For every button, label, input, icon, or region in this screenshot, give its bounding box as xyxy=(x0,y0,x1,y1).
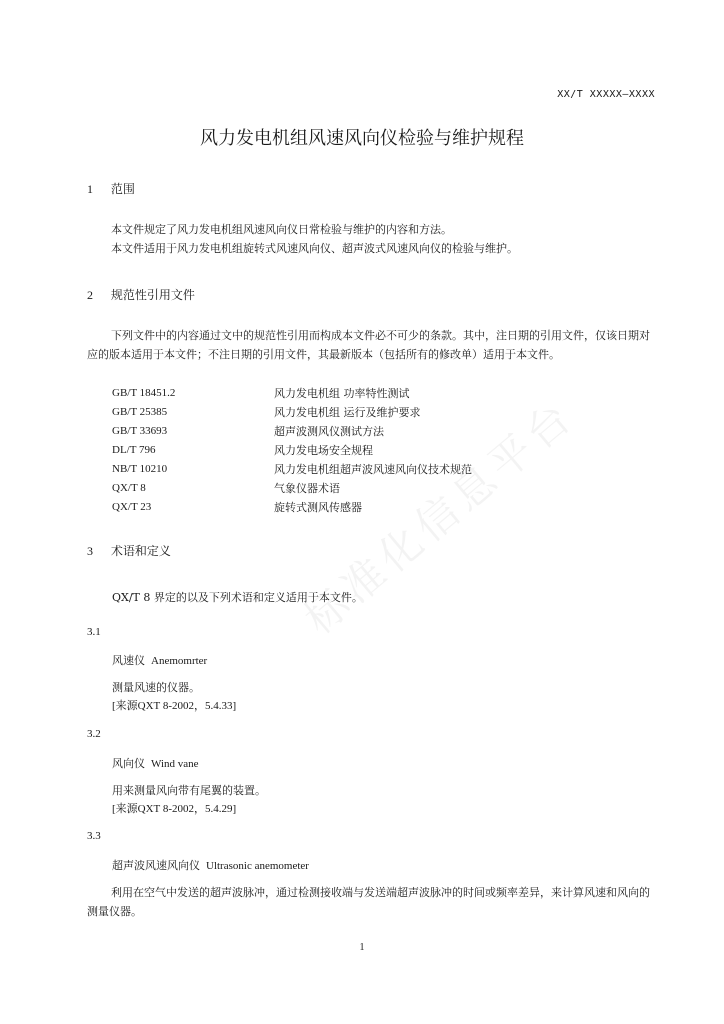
reference-code: GB/T 25385 xyxy=(112,406,168,418)
section-number: 1 xyxy=(87,182,93,196)
term-definition: 利用在空气中发送的超声波脉冲，通过检测接收端与发送端超声波脉冲的时间或频率差异，来计算风速和风向的测量仪器。 xyxy=(87,886,650,918)
reference-title: 超声波测风仪测试方法 xyxy=(274,425,384,438)
reference-title: 风力发电机组 功率特性测试 xyxy=(274,387,410,400)
term-zh: 超声波风速风向仪 xyxy=(112,859,200,872)
reference-item xyxy=(112,479,472,498)
section-title: 规范性引用文件 xyxy=(110,288,195,302)
reference-title: 风力发电机组超声波风速风向仪技术规范 xyxy=(274,463,472,476)
term-en: Wind vane xyxy=(151,758,199,770)
document-number: XX/T XXXXX—XXXX xyxy=(557,89,655,100)
reference-code: QX/T 8 xyxy=(112,482,146,494)
section-title: 范围 xyxy=(110,182,135,196)
reference-code: GB/T 33693 xyxy=(112,425,168,437)
reference-code: DL/T 796 xyxy=(112,444,156,456)
reference-title: 气象仪器术语 xyxy=(274,482,340,495)
term-entry xyxy=(112,652,207,668)
document-title: 风力发电机组风速风向仪检验与维护规程 xyxy=(200,128,524,149)
term-source: [来源QXT 8-2002，5.4.29] xyxy=(112,803,237,815)
clause-number: 3.2 xyxy=(87,728,101,740)
reference-item xyxy=(112,422,472,441)
reference-code: QX/T 23 xyxy=(112,501,152,513)
reference-code: NB/T 10210 xyxy=(112,463,168,475)
section-2-heading xyxy=(87,286,195,303)
section-title: 术语和定义 xyxy=(110,544,171,558)
page-number: 1 xyxy=(359,942,365,953)
references-intro: 下列文件中的内容通过文中的规范性引用而构成本文件必不可少的条款。其中，注日期的引用文件，仅该日期对应的版本适用于本文件；不注日期的引用文件，其最新版本（包括所有的修改单）适用于本文件。 xyxy=(87,329,650,361)
reference-item xyxy=(112,384,472,403)
term-entry xyxy=(112,857,309,873)
section-number: 3 xyxy=(87,544,93,558)
terms-intro: QX/T 8 界定的以及下列术语和定义适用于本文件。 xyxy=(112,591,363,604)
reference-item xyxy=(112,460,472,479)
scope-paragraph-2: 本文件适用于风力发电机组旋转式风速风向仪、超声波式风速风向仪的检验与维护。 xyxy=(111,242,518,255)
reference-item xyxy=(112,498,472,517)
reference-title: 风力发电场安全规程 xyxy=(274,444,373,457)
term-definition: 测量风速的仪器。 xyxy=(112,681,200,694)
term-zh: 风向仪 xyxy=(112,757,145,770)
reference-code: GB/T 18451.2 xyxy=(112,387,176,399)
term-zh: 风速仪 xyxy=(112,654,145,667)
term-source: [来源QXT 8-2002，5.4.33] xyxy=(112,700,237,712)
section-1-heading xyxy=(87,180,135,197)
clause-number: 3.1 xyxy=(87,626,101,638)
reference-title: 旋转式测风传感器 xyxy=(274,501,362,514)
section-number: 2 xyxy=(87,288,93,302)
reference-item xyxy=(112,441,472,460)
scope-paragraph-1: 本文件规定了风力发电机组风速风向仪日常检验与维护的内容和方法。 xyxy=(111,223,452,236)
term-definition: 用来测量风向带有尾翼的装置。 xyxy=(112,784,266,797)
term-en: Ultrasonic anemometer xyxy=(206,860,309,872)
term-en: Anemomrter xyxy=(151,655,208,667)
section-3-heading xyxy=(87,542,171,559)
reference-title: 风力发电机组 运行及维护要求 xyxy=(274,406,421,419)
term-entry xyxy=(112,755,199,771)
reference-item xyxy=(112,403,472,422)
clause-number: 3.3 xyxy=(87,830,101,842)
reference-list xyxy=(112,384,472,517)
